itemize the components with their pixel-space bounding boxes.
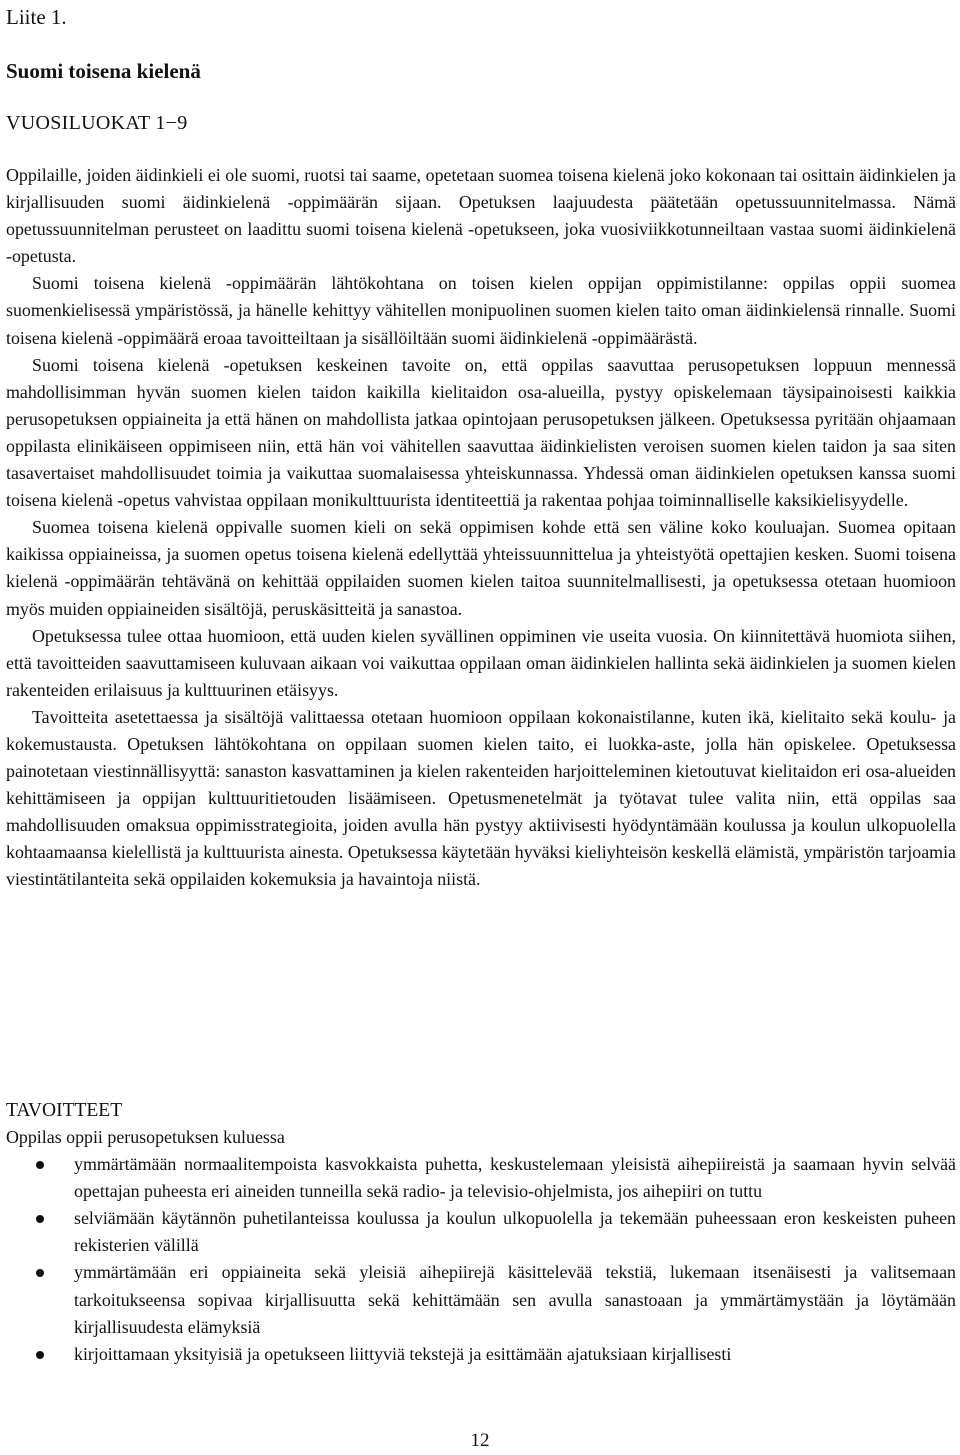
goal-text: selviämään käytännön puhetilanteissa koulussa ja koulun ulkopuolella ja tekemään puheessaan eron keskeisten puheen rekisterien välillä xyxy=(74,1208,956,1256)
goal-item xyxy=(6,1151,956,1205)
bullet-icon xyxy=(36,1215,44,1223)
paragraph: Suomea toisena kielenä oppivalle suomen kieli on sekä oppimisen kohde että sen väline koko kouluajan. Suomea opitaan kaikissa oppiaineissa, ja suomen opetus toisena kielenä edellyttää yhteissuunnittelua ja yhteistyötä opettajien kesken. Suomi toisena kielenä -oppimäärän tehtävänä on kehittää oppilaiden suomen kielen taitoa suunnitelmallisesti, ja opetuksessa otetaan huomioon myös muiden oppiaineiden sisältöjä, peruskäsitteitä ja sanastoa. xyxy=(6,517,956,619)
document-title: Suomi toisena kielenä xyxy=(6,59,201,83)
paragraph: Suomi toisena kielenä -oppimäärän lähtökohtana on toisen kielen oppijan oppimistilanne: oppilas oppii suomea suomenkielisessä ympäristössä, ja hänelle kehittyy vähitellen monipuolinen suomen kielen taito oman äidinkielensä rinnalle. Suomi toisena kielenä -oppimäärä eroaa tavoitteiltaan ja sisällöiltään suomi äidinkielenä -oppimäärästä. xyxy=(6,273,956,348)
paragraph: Oppilaille, joiden äidinkieli ei ole suomi, ruotsi tai saame, opetetaan suomea toisena kielenä joko kokonaan tai osittain äidinkielen ja kirjallisuuden suomi äidinkielenä -oppimäärän sijaan. Opetuksen laajuudesta päätetään opetussuunnitelmassa. Nämä opetussuunnitelman perusteet on laadittu suomi toisena kielenä -opetukseen, joka vuosiviikkotunneiltaan vastaa suomi äidinkielenä -opetusta. xyxy=(6,165,956,267)
goal-item xyxy=(6,1205,956,1259)
goals-list xyxy=(6,1151,956,1368)
bullet-icon xyxy=(36,1161,44,1169)
bullet-icon xyxy=(36,1269,44,1277)
goal-text: kirjoittamaan yksityisiä ja opetukseen liittyviä tekstejä ja esittämään ajatuksiaan kirjallisesti xyxy=(74,1343,732,1364)
paragraph: Suomi toisena kielenä -opetuksen keskeinen tavoite on, että oppilas saavuttaa perusopetuksen loppuun mennessä mahdollisimman hyvän suomen kielen taidon kaikilla kielitaidon osa-alueilla, pystyy opiskelemaan täysipainoisesti kaikkia perusopetuksen oppiaineita ja että hänen on mahdollista jatkaa opintojaan perusopetuksen jälkeen. Opetuksessa pyritään ohjaamaan oppilasta elinikäiseen oppimiseen niin, että hän voi vähitellen saavuttaa äidinkielisten veroisen suomen kielen taidon ja saa siten tasavertaiset mahdollisuudet toimia ja vaikuttaa suomalaisessa yhteiskunnassa. Yhdessä oman äidinkielen opetuksen kanssa suomi toisena kielenä -opetus vahvistaa oppilaan monikulttuurista identiteettiä ja rakentaa pohjaa toiminnalliselle kaksikielisyydelle. xyxy=(6,354,956,511)
body-text xyxy=(6,162,956,894)
paragraph: Opetuksessa tulee ottaa huomioon, että uuden kielen syvällinen oppiminen vie useita vuosia. On kiinnitettävä huomiota siihen, että tavoitteiden saavuttamiseen kuluvaan aikaan voi vaikuttaa oppilaan oman äidinkielen hallinta sekä äidinkielen ja suomen kielen rakenteiden erilaisuus ja kulttuurinen etäisyys. xyxy=(6,625,956,700)
goals-intro: Oppilas oppii perusopetuksen kuluessa xyxy=(6,1127,285,1147)
goal-item xyxy=(6,1259,956,1340)
goals-heading: TAVOITTEET xyxy=(6,1100,123,1121)
goal-item xyxy=(6,1341,956,1368)
goals-section xyxy=(6,1098,956,1368)
page-number: 12 xyxy=(470,1430,490,1451)
goal-text: ymmärtämään normaalitempoista kasvokkaista puhetta, keskustelemaan yleisistä aihepiireistä ja saamaan hyvin selvää opettajan puheesta eri aineiden tunneilla sekä radio- ja televisio-ohjelmista, jos aihepiiri on tuttu xyxy=(74,1154,956,1202)
paragraph: Tavoitteita asetettaessa ja sisältöjä valittaessa otetaan huomioon oppilaan kokonaistilanne, kuten ikä, kielitaito sekä koulu- ja kokemustausta. Opetuksen lähtökohtana on oppilaan suomen kielen taito, ei luokka-aste, jolla hän opiskelee. Opetuksessa painotetaan viestinnällisyyttä: sanaston kasvattaminen ja kielen rakenteiden harjoitteleminen kietoutuvat kielitaidon eri osa-alueiden kehittämiseen ja oppijan kulttuuritietouden lisäämiseen. Opetusmenetelmät ja työtavat tulee valita niin, että oppilas saa mahdollisuuden omaksua oppimisstrategioita, joiden avulla hän pystyy aktiivisesti hyödyntämään koulussa ja koulun ulkopuolella kohtaamaansa kielellistä ja kulttuurista ainesta. Opetuksessa käytetään hyväksi kieliyhteisön keskellä elämistä, ympäristön tarjoamia viestintätilanteita sekä oppilaiden kokemuksia ja havaintoja niistä. xyxy=(6,706,956,890)
bullet-icon xyxy=(36,1351,44,1359)
appendix-label: Liite 1. xyxy=(6,5,67,29)
grades-heading: VUOSILUOKAT 1−9 xyxy=(6,112,188,134)
goal-text: ymmärtämään eri oppiaineita sekä yleisiä aihepiirejä käsittelevää tekstiä, lukemaan itsenäisesti ja valitsemaan tarkoitukseensa sopivaa kirjallisuutta sekä kehittämään sen avulla sanastoaan ja ymmärtämystään ja löytämään kirjallisuudesta elämyksiä xyxy=(74,1262,956,1337)
